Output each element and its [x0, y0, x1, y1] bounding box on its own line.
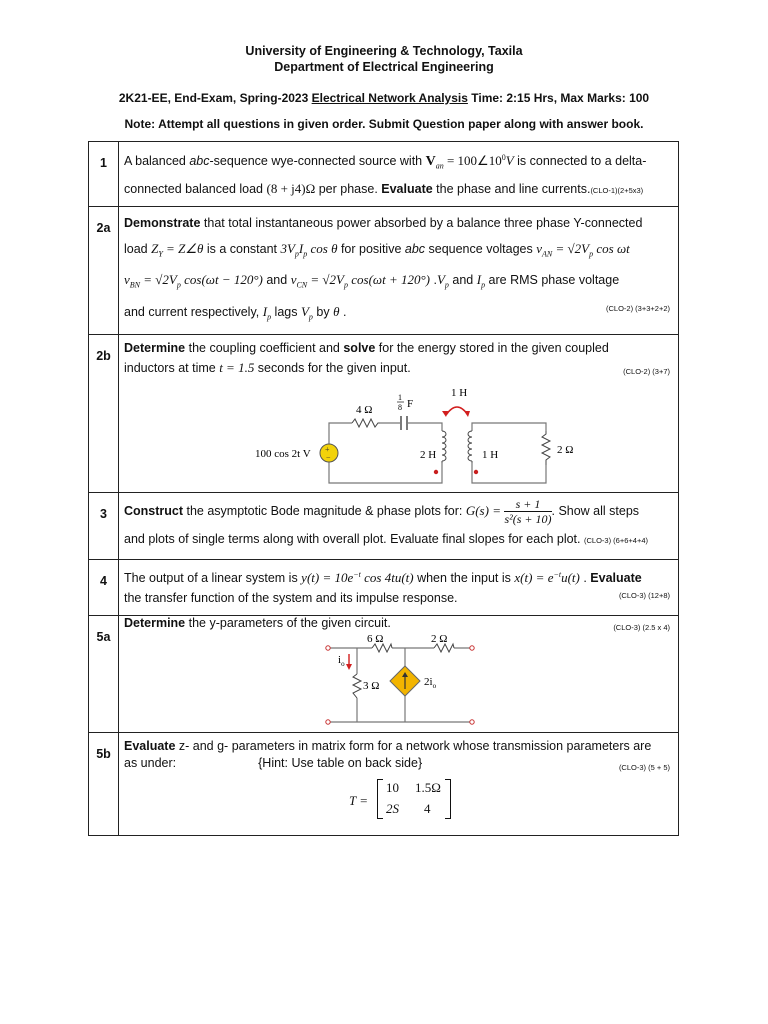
current-arrow — [346, 664, 352, 670]
resistor-2ohm — [434, 644, 454, 652]
text: per phase. — [315, 181, 382, 196]
math: (8 + j4)Ω — [266, 180, 316, 196]
label-r1: 4 Ω — [356, 404, 373, 417]
math: AN — [542, 249, 553, 259]
dep-sub: o — [432, 682, 437, 691]
text: and — [262, 273, 291, 288]
verb: Demonstrate — [124, 215, 201, 230]
question-body — [119, 493, 679, 560]
text: the transfer function of the system and its impulse response. — [124, 591, 458, 606]
label-dep — [424, 676, 437, 690]
question-row-5a — [89, 616, 679, 733]
text: . Show all steps — [551, 504, 640, 519]
clo-marks: (CLO-2) (3+7) — [623, 367, 670, 377]
question-number: 5b — [89, 733, 119, 836]
label-l2: 1 H — [482, 449, 499, 462]
text: the phase and line currents. — [432, 181, 591, 196]
resistor-4ohm — [352, 419, 380, 427]
math: p — [303, 249, 308, 259]
question-row-4 — [89, 560, 679, 616]
source-minus: − — [326, 453, 331, 463]
label-cap-unit: F — [407, 398, 414, 411]
matrix-label: T = — [349, 793, 369, 809]
wire — [329, 459, 442, 483]
math: = √2V — [140, 272, 177, 288]
math: p — [308, 312, 313, 322]
text: lags — [271, 304, 301, 319]
label-r1: 6 Ω — [367, 633, 384, 646]
math: = √2V — [307, 272, 344, 288]
text: The output of a linear system is — [124, 571, 302, 586]
text: abc — [189, 154, 210, 169]
label-io — [338, 654, 345, 668]
dep-main: 2i — [424, 676, 433, 689]
text: are RMS phase voltage — [485, 273, 620, 288]
math: G(s) = — [465, 503, 501, 519]
math: p — [267, 312, 272, 322]
question-row-5b — [89, 733, 679, 836]
text: that total instantaneous power absorbed by a balance three phase Y-connected — [200, 215, 643, 230]
math: = 100∠10 — [443, 153, 502, 169]
clo-marks: (CLO-3) (12+8) — [618, 591, 670, 601]
text: . — [339, 304, 347, 319]
clo-marks: (CLO-3) (5 + 5) — [618, 763, 670, 773]
text: inductors at time — [124, 361, 220, 376]
verb: Determine — [124, 616, 186, 631]
label-r2: 2 Ω — [557, 444, 574, 457]
math: BN — [129, 280, 141, 290]
question-row-2b — [89, 335, 679, 493]
math: v — [536, 240, 543, 256]
math: u(t) — [561, 570, 580, 586]
matrix-bracket — [377, 779, 451, 819]
two-port-circuit — [320, 632, 520, 728]
text: sequence voltages — [425, 241, 537, 256]
math: θ — [333, 303, 340, 319]
math: t = 1.5 — [219, 360, 255, 376]
text: the asymptotic Bode magnitude & phase plots for: — [183, 504, 466, 519]
text: when the input is — [413, 571, 515, 586]
label-mutual: 1 H — [451, 387, 468, 400]
math: −t — [353, 570, 361, 580]
verb: solve — [343, 341, 376, 356]
math: cos(ωt + 120°) — [348, 272, 430, 288]
math: V — [505, 153, 514, 169]
matrix-cell: 10 — [386, 780, 399, 796]
math: y(t) = 10e — [301, 570, 354, 586]
math: p — [481, 280, 486, 290]
clo-marks: (CLO-3) (6+6+4+4) — [584, 536, 648, 546]
fraction — [504, 497, 551, 526]
verb: Determine — [124, 341, 186, 356]
denominator: s²(s + 10) — [504, 512, 552, 527]
text: the coupling coefficient and — [185, 341, 344, 356]
text: seconds for the given input. — [254, 361, 411, 376]
matrix-cell: 1.5Ω — [415, 780, 441, 796]
text: and current respectively, — [124, 304, 263, 319]
io-sub: o — [341, 660, 345, 669]
inductor-1h — [468, 431, 472, 463]
math: cos(ωt − 120°) — [180, 272, 263, 288]
text: is connected to a delta- — [513, 154, 647, 169]
text: . — [579, 571, 591, 586]
question-body — [119, 142, 679, 207]
question-number: 4 — [89, 560, 119, 616]
math: V — [300, 303, 309, 319]
resistor-2ohm — [542, 431, 550, 465]
university-name: University of Engineering & Technology, Taxila — [245, 44, 523, 58]
text: for positive — [337, 241, 405, 256]
text: z- and g- parameters in matrix form for a network whose transmission parameters are — [175, 739, 652, 754]
label-r3: 3 Ω — [363, 680, 380, 693]
question-row-1 — [89, 142, 679, 207]
wire — [472, 463, 546, 483]
terminal — [470, 720, 474, 724]
math: v — [124, 272, 130, 288]
text: and plots of single terms along with overall plot. Evaluate final slopes for each plot. — [124, 532, 581, 547]
math: cos θ — [307, 240, 338, 256]
text: . — [430, 273, 437, 288]
wire — [472, 423, 546, 431]
math: = Z∠θ — [162, 240, 204, 256]
dot-marker — [434, 470, 438, 474]
verb: Evaluate — [124, 739, 176, 754]
question-number: 2a — [89, 206, 119, 335]
text: and — [448, 273, 477, 288]
course-title: Electrical Network Analysis — [311, 91, 468, 105]
text: A balanced — [124, 154, 190, 169]
math: cos ωt — [593, 240, 630, 256]
question-body — [119, 335, 679, 493]
math: p — [444, 280, 449, 290]
math: v — [290, 272, 297, 288]
question-number: 1 — [89, 142, 119, 207]
text: is a constant — [203, 241, 281, 256]
question-number: 2b — [89, 335, 119, 493]
clo-marks: (CLO-3) (2.5 x 4) — [613, 623, 670, 633]
label-l1: 2 H — [420, 449, 437, 462]
question-row-2a — [89, 206, 679, 335]
text: load — [124, 241, 152, 256]
io-main: i — [338, 654, 342, 667]
question-body — [119, 616, 679, 733]
matrix-cell: 4 — [424, 801, 431, 817]
math: I — [298, 240, 304, 256]
capacitor — [401, 416, 407, 430]
math: cos 4tu(t) — [360, 570, 414, 586]
question-number: 5a — [89, 616, 119, 733]
math: −t — [553, 570, 562, 580]
label-source: 100 cos 2t V — [255, 448, 311, 461]
exam-note: Note: Attempt all questions in given order. Submit Question paper along with answer book. — [124, 117, 644, 131]
math: 0 — [501, 153, 506, 162]
math: I — [262, 303, 268, 319]
terminal — [326, 646, 330, 650]
question-body — [119, 206, 679, 335]
exam-suffix: Time: 2:15 Hrs, Max Marks: 100 — [467, 91, 650, 105]
text: abc — [404, 241, 426, 256]
verb: Evaluate — [381, 181, 433, 196]
label-cap-num: 1 — [398, 393, 402, 403]
text: the y-parameters of the given circuit. — [185, 616, 391, 631]
wire — [408, 423, 442, 431]
verb: Construct — [124, 504, 184, 519]
source-plus: + — [325, 445, 330, 455]
clo-marks: (CLO-2) (3+3+2+2) — [606, 304, 670, 314]
verb: Evaluate — [590, 571, 642, 586]
department-name: Department of Electrical Engineering — [274, 60, 494, 74]
math: Z — [151, 240, 159, 256]
terminal — [326, 720, 330, 724]
math: I — [476, 272, 482, 288]
math: Y — [158, 249, 163, 259]
arrowhead — [464, 411, 470, 417]
math: 3V — [280, 240, 295, 256]
math: an — [435, 161, 444, 171]
math: V — [436, 272, 445, 288]
question-row-3 — [89, 493, 679, 560]
text: -sequence wye-connected source with — [209, 154, 426, 169]
clo-marks: (CLO-1)(2+5x3) — [590, 185, 644, 195]
coupled-inductor-circuit — [224, 375, 574, 487]
hint: {Hint: Use table on back side} — [258, 756, 423, 771]
question-body — [119, 733, 679, 836]
math: x(t) = e — [514, 570, 554, 586]
exam-line — [0, 91, 768, 105]
math: V — [425, 154, 436, 170]
question-body — [119, 560, 679, 616]
math: p — [294, 249, 299, 259]
text: by — [312, 304, 334, 319]
matrix-cell: 2S — [386, 801, 399, 817]
math: CN — [296, 280, 308, 290]
text: as under: — [124, 756, 177, 771]
label-cap-den: 8 — [398, 403, 402, 413]
numerator: s + 1 — [504, 497, 551, 512]
math: p — [589, 249, 594, 259]
exam-prefix: 2K21-EE, End-Exam, Spring-2023 — [118, 91, 312, 105]
terminal — [470, 646, 474, 650]
resistor-3ohm — [353, 674, 361, 698]
questions-table — [88, 141, 679, 836]
math: p — [344, 280, 348, 290]
text: connected balanced load — [124, 181, 267, 196]
question-number: 3 — [89, 493, 119, 560]
dot-marker — [474, 470, 478, 474]
resistor-6ohm — [372, 644, 392, 652]
inductor-2h — [442, 431, 446, 463]
label-r2: 2 Ω — [431, 633, 448, 646]
text: for the energy stored in the given coupled — [375, 341, 609, 356]
math: = √2V — [552, 240, 590, 256]
math: p — [176, 280, 181, 290]
